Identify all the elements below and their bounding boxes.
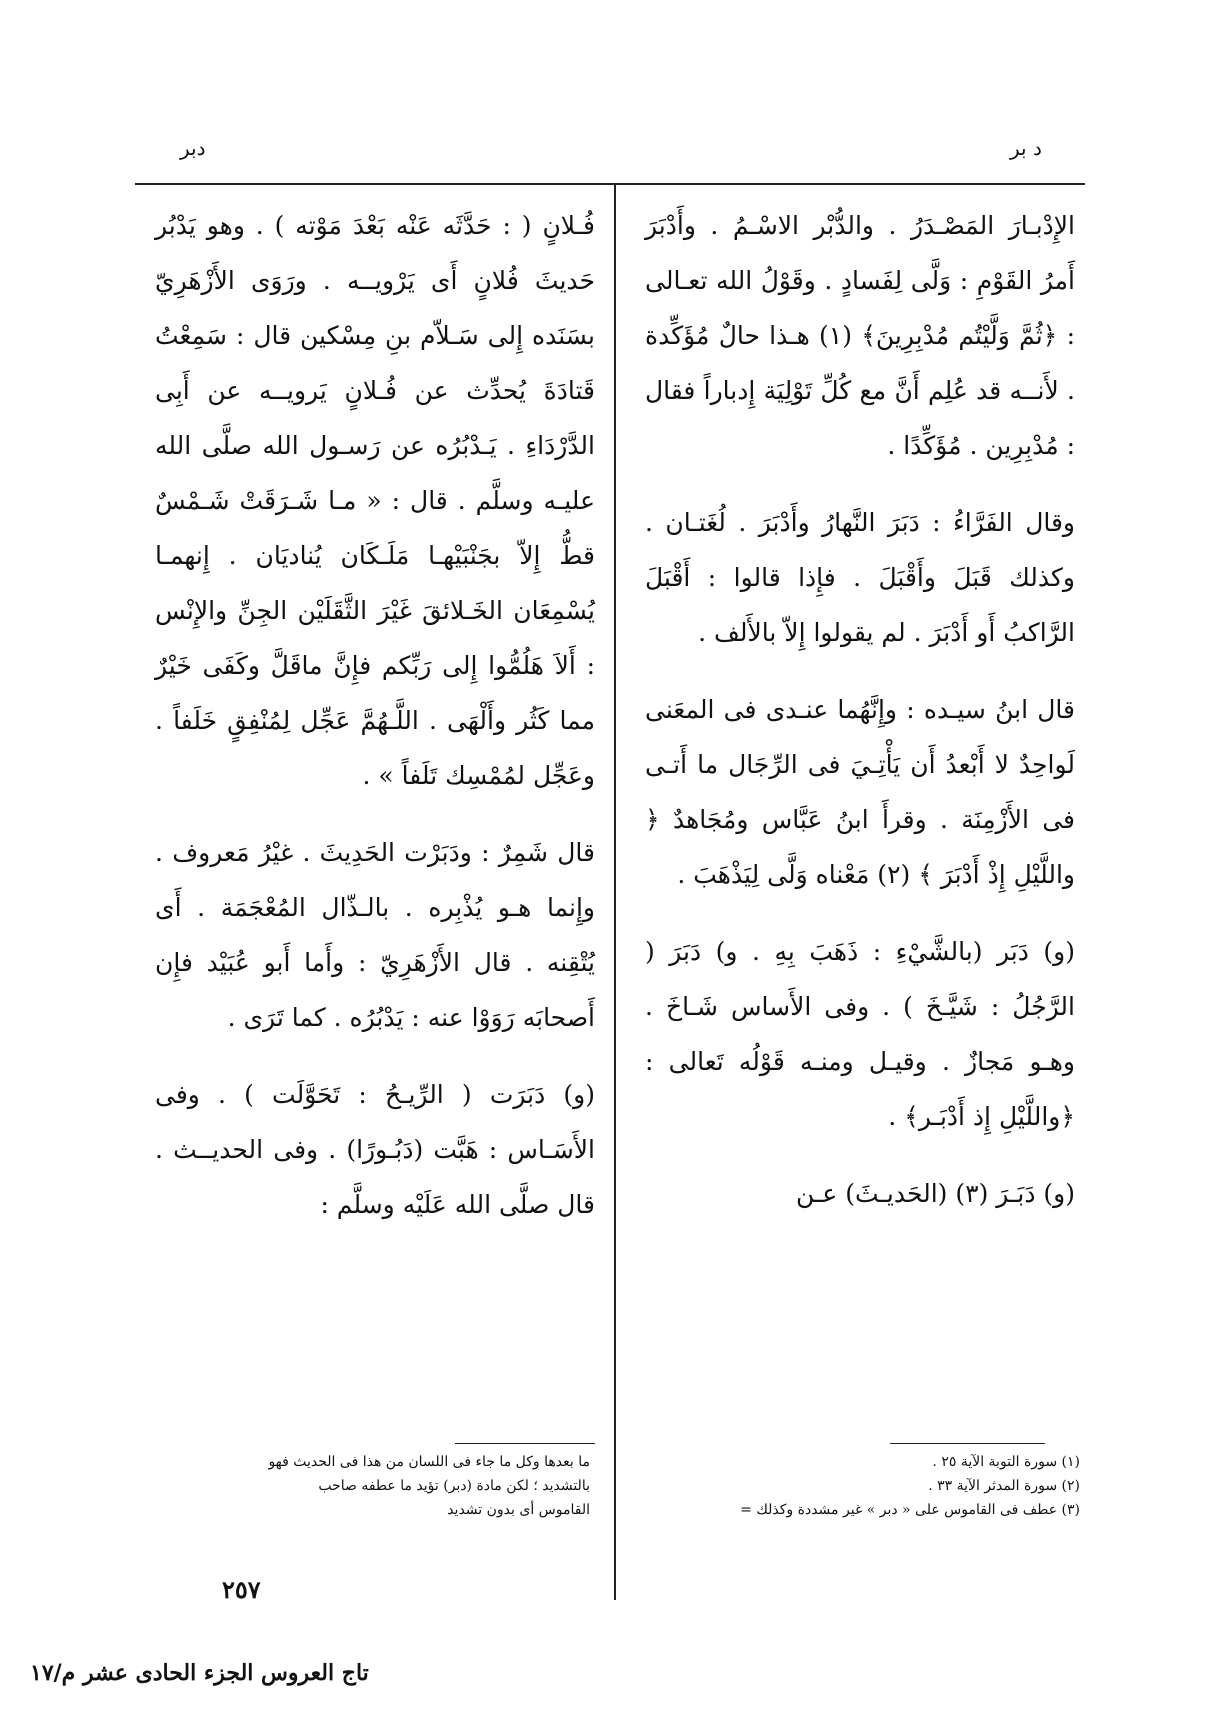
footnote: (٣) عطف فى القاموس على « دبر » غير مشددة وكذلك = [740, 1502, 1080, 1518]
right-column [645, 198, 1075, 1243]
paragraph: قال ابنُ سيـده : وإِنَّهُما عنـدى فى المعَنى لَواحِدٌ لا أَبْعدُ أَن يَأْتِـيَ فى الرِّجَال ما أَتـى فى الأَزْمِنَة . وقرأَ ابنُ عَبَّاس ومُجَاهدٌ ﴿ واللَّيْلِ إِذْ أَدْبَرَ ﴾ (٢) مَعْناه وَلَّى لِيَذْهَبَ . [645, 695, 1075, 889]
footnote: (٢) سورة المدثر الآية ٣٣ . [928, 1478, 1080, 1494]
footnote-rule-right [890, 1443, 1045, 1444]
running-header-right: د بر [1010, 136, 1042, 160]
paragraph: فُـلانٍ ( : حَدَّثَه عَنْه بَعْدَ مَوْته ) . وهو يَدْبُر حَديثَ فُلانٍ أَى يَرْويــه . ورَوَى الأَزْهَرِيّ بسَنَده إِلى سَـلاّم بنِ مِسْكين قال : سَمِعْتُ قَتادَةَ يُحدِّث عن فُـلانٍ يَرويــه عن أَبِى الدَّرْدَاءِ . يَـدْبُرُه عن رَسـول الله صلَّى الله عليـه وسلَّم . قال : « مـا شَـرَقَتْ شَـمْسٌ قطُّ إِلاّ بجَنْبَيْهـا مَلَـكَان يُناديَان . إِنهمـا يُسْمِعَان الخَـلائقَ غَيْرَ الثَّقَلَيْن الجِنِّ والإِنْس : أَلاَ هَلُمُّوا إِلى رَبِّكم فإِنَّ ماقَلَّ وكَفَى خَيْرٌ مما كَثُر وأَلْهَى . اللَّـهُمَّ عَجِّل لِمُنْفِقٍ خَلَفاً . وعَجِّل لمُمْسِك تَلَفاً » . [155, 211, 595, 790]
footnote: بالتشديد ؛ لكن مادة (دبر) تؤيد ما عطفه صاحب [318, 1478, 590, 1494]
footnote: (١) سورة التوبة الآية ٢٥ . [932, 1454, 1080, 1470]
footnote-rule-left [455, 1443, 595, 1444]
page-number: ٢٥٧ [222, 1575, 261, 1604]
paragraph: (و) دَبَر (بالشَّيْءِ : ذَهَبَ بِهِ . و) دَبَرَ ( الرَّجُلُ : شَيَّـخَ ) . وفى الأَساس شَـاخَ . وهـو مَجازٌ . وقيـل ومنـه قَوْلُه تَعالى : ﴿واللَّيْلِ إِذ أَدْبَـر﴾ . [645, 937, 1075, 1131]
footnote: ما بعدها وكل ما جاء فى اللسان من هذا فى الحديث فهو [268, 1454, 590, 1470]
paragraph: (و) دَبَـرَ (٣) (الحَديـثَ) عـن [796, 1179, 1075, 1208]
paragraph: (و) دَبَرَت ( الرِّيـحُ : تَحَوَّلَت ) . وفى الأَسَـاس : هَبَّت (دَبُـورًا) . وفى الحديــث . قال صلَّى الله عَلَيْه وسلَّم : [155, 1080, 595, 1219]
footnotes-left [160, 1450, 590, 1522]
footnote: القاموس أى بدون تشديد [447, 1502, 590, 1518]
book-footer: تاج العروس الجزء الحادى عشر م/١٧ [30, 1660, 369, 1686]
column-divider [614, 185, 616, 1600]
left-column [155, 198, 595, 1254]
footnotes-right [660, 1450, 1080, 1522]
paragraph: قال شَمِرٌ : ودَبَرْت الحَدِيثَ . غيْرُ مَعروف . وإِنما هـو يُذْبِره . بالـذّال المُعْجَمَة . أَى يُتْقِنه . قال الأَزْهَرِيّ : وأَما أَبو عُبَيْد فإِن أَصحابَه رَوَوْا عنه : يَدْبُرُه . كما تَرَى . [155, 838, 595, 1032]
paragraph: وقال الفَرَّاءُ : دَبَرَ النَّهارُ وأَدْبَرَ . لُغَتـان . وكذلك قَبَلَ وأَقْبَلَ . فإِذا قالوا : أَقْبَلَ الرَّاكبُ أَو أَدْبَرَ . لم يقولوا إِلاّ بالأَلف . [645, 508, 1075, 647]
paragraph: الإِدْبـارَ المَصْـدَرُ . والدُّبْر الاسْـمُ . وأَدْبَرَ أَمرُ القَوْمِ : وَلَّى لِفَسادٍ . وقَوْلُ الله تعـالى : ﴿ثُمَّ وَلَّيْتُم مُدْبِرِينَ﴾ (١) هـذا حالٌ مُؤَكِّدة . لأَنــه قد عُلِم أَنَّ مع كُلِّ تَوْلِيَة إِدباراً فقال : مُدْبِرِين . مُؤَكِّدًا . [645, 211, 1075, 460]
running-header-left: دبر [180, 136, 206, 160]
header-rule [135, 183, 1085, 185]
